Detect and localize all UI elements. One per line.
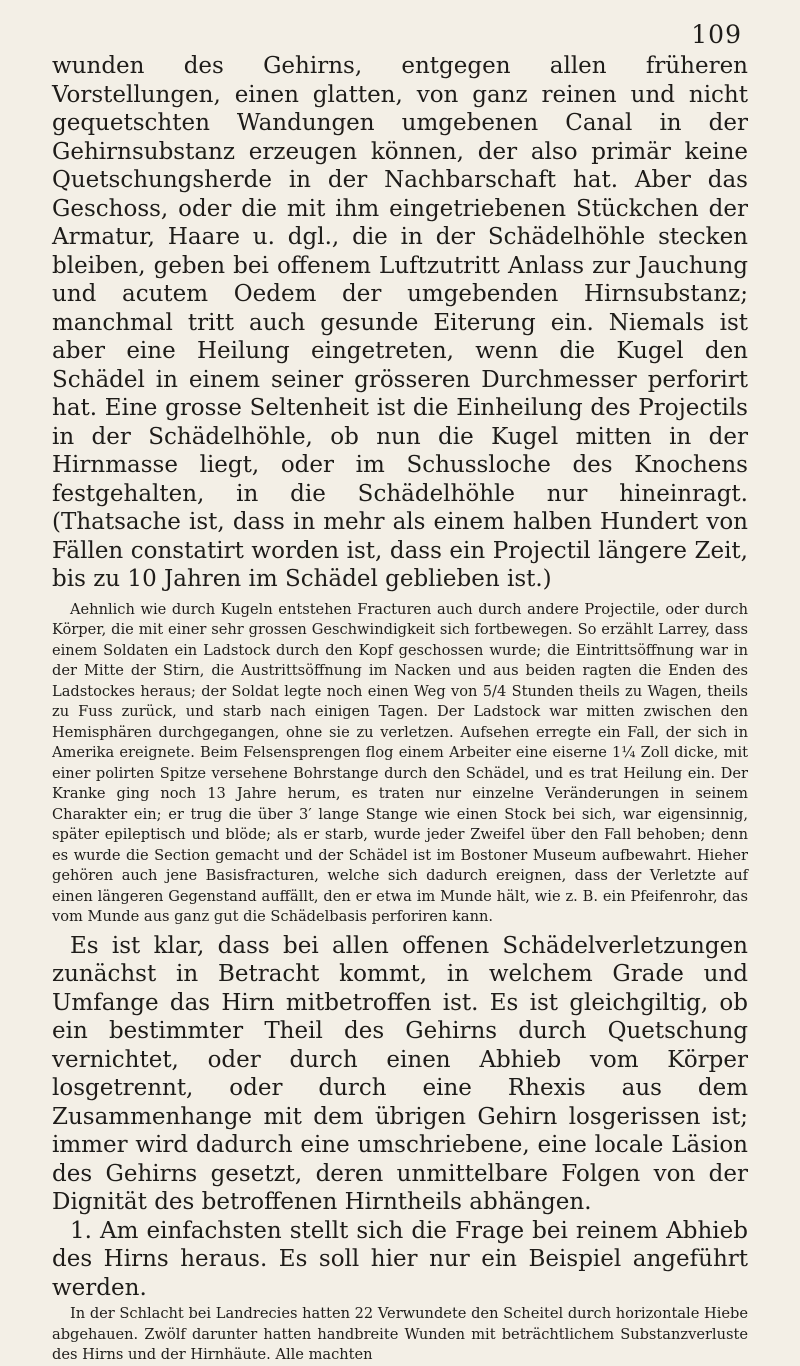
paragraph-main-2: Es ist klar, dass bei allen offenen Schädelverletzungen zunächst in Betracht kommt, in welchem Grade und Umfange das Hirn mitbetroffen ist. Es ist gleichgiltig, ob ein bestimmter Theil des Gehirns durch Quetschung vernichtet, oder durch einen Abhieb vom Körper losgetrennt, oder durch eine Rhexis aus dem Zusammenhange mit dem übrigen Gehirn losgerissen ist; immer wird dadurch eine umschriebene, eine locale Läsion des Gehirns gesetzt, deren unmittelbare Folgen von der Dignität des betroffenen Hirntheils abhängen. <box>52 932 748 1215</box>
paragraph-main-1: wunden des Gehirns, entgegen allen früheren Vorstellungen, einen glatten, von ganz reinen und nicht gequetschten Wandungen umgebenen Canal in der Gehirnsubstanz erzeugen können, der also primär keine Quetschungsherde in der Nachbarschaft hat. Aber das Geschoss, oder die mit ihm eingetriebenen Stückchen der Armatur, Haare u. dgl., die in der Schädelhöhle stecken bleiben, geben bei offenem Luftzutritt Anlass zur Jauchung und acutem Oedem der umgebenden Hirnsubstanz; manchmal tritt auch gesunde Eiterung ein. Niemals ist aber eine Heilung eingetreten, wenn die Kugel den Schädel in einem seiner grösseren Durchmesser perforirt hat. Eine grosse Seltenheit ist die Einheilung des Projectils in der Schädelhöhle, ob nun die Kugel mitten in der Hirnmasse liegt, oder im Schussloche des Knochens festgehalten, in die Schädelhöhle nur hineinragt. (Thatsache ist, dass in mehr als einem halben Hundert von Fällen constatirt worden ist, dass ein Projectil längere Zeit, bis zu 10 Jahren im Schädel geblieben ist.) <box>52 53 748 592</box>
paragraph-main-3: 1. Am einfachsten stellt sich die Frage bei reinem Abhieb des Hirns heraus. Es soll hier nur ein Beispiel angeführt werden. <box>52 1217 748 1301</box>
paragraph-note-2: In der Schlacht bei Landrecies hatten 22 Verwundete den Scheitel durch horizontale Hiebe abgehauen. Zwölf darunter hatten handbreite Wunden mit beträchtlichem Substanzverluste des Hirns und der Hirnhäute. Alle machten <box>52 1305 748 1363</box>
page-number: 109 <box>691 20 742 49</box>
paragraph-note-1: Aehnlich wie durch Kugeln entstehen Fracturen auch durch andere Projectile, oder durch Körper, die mit einer sehr grossen Geschwindigkeit sich fortbewegen. So erzählt Larrey, dass einem Soldaten ein Ladstock durch den Kopf geschossen wurde; die Eintrittsöffnung war in der Mitte der Stirn, die Austrittsöffnung im Nacken und aus beiden ragten die Enden des Ladstockes heraus; der Soldat legte noch einen Weg von 5/4 Stunden theils zu Wagen, theils zu Fuss zurück, und starb nach einigen Tagen. Der Ladstock war mitten zwischen den Hemisphären durchgegangen, ohne sie zu verletzen. Aufsehen erregte ein Fall, der sich in Amerika ereignete. Beim Felsensprengen flog einem Arbeiter eine eiserne 1¼ Zoll dicke, mit einer polirten Spitze versehene Bohrstange durch den Schädel, und es trat Heilung ein. Der Kranke ging noch 13 Jahre herum, es traten nur einzelne Veränderungen in seinem Charakter ein; er trug die über 3′ lange Stange wie einen Stock bei sich, war eigensinnig, später epileptisch und blöde; als er starb, wurde jeder Zweifel über den Fall behoben; denn es wurde die Section gemacht und der Schädel ist im Bostoner Museum aufbewahrt. Hieher gehören auch jene Basisfracturen, welche sich dadurch ereignen, dass der Verletzte auf einen längeren Gegenstand auffällt, den er etwa im Munde hält, wie z. B. ein Pfeifenrohr, das vom Munde aus ganz gut die Schädelbasis perforiren kann. <box>52 600 748 925</box>
